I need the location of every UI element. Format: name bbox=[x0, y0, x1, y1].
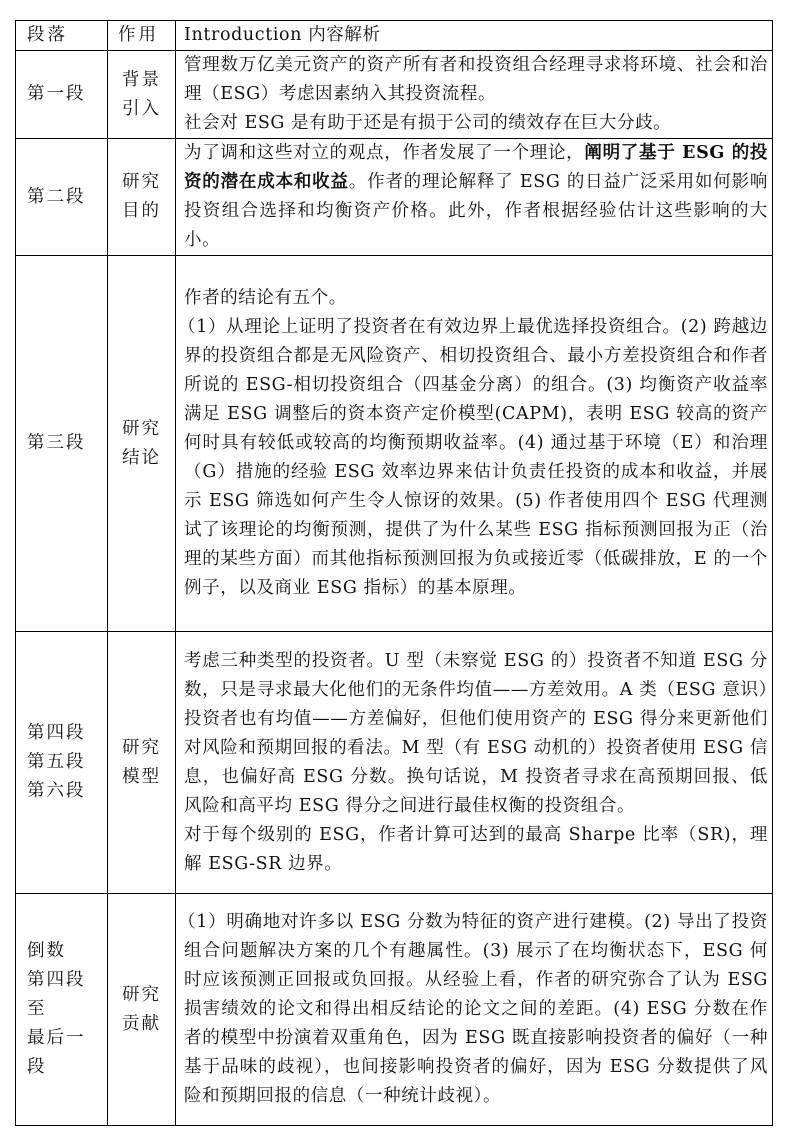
highlighted-text: 阐明了基于 ESG 的投资的潜在成本和收益 bbox=[184, 143, 768, 192]
segment-label: 第二段 bbox=[27, 186, 86, 207]
segment-cell bbox=[16, 139, 108, 256]
segment-label: 第五段 bbox=[27, 752, 86, 772]
segment-cell bbox=[16, 632, 108, 894]
table-row bbox=[16, 139, 773, 256]
role-cell bbox=[108, 256, 176, 632]
role-cell bbox=[108, 51, 176, 139]
role-label: 目的 bbox=[122, 201, 161, 221]
segment-label: 第六段 bbox=[27, 781, 86, 801]
role-cell bbox=[108, 894, 176, 1126]
role-cell bbox=[108, 139, 176, 256]
content-paragraph: 社会对 ESG 是有助于还是有损于公司的绩效存在巨大分歧。 bbox=[184, 113, 672, 133]
content-paragraph: 考虑三种类型的投资者。U 型（未察觉 ESG 的）投资者不知道 ESG 分数，只是寻求最大化他们的无条件均值——方差效用。A 类（ESG 意识）投资者也有均值——方差偏好，但他们使用资产的 ESG 得分来更新他们对风险和预期回报的看法。M 型（有 ESG 动机的）投资者使用 ESG 信息，也偏好高 ESG 分数。换句话说，M 投资者寻求在高预期回报、低风险和高平均 ESG 得分之间进行最佳权衡的投资组合。 bbox=[184, 650, 768, 816]
content-cell bbox=[176, 51, 773, 139]
content-cell bbox=[176, 632, 773, 894]
content-paragraph bbox=[184, 139, 768, 255]
header-role: 作用 bbox=[108, 21, 176, 51]
content-text: 。作者的理论解释了 ESG 的日益广泛采用如何影响投资组合选择和均衡资产价格。此外，作者根据经验估计这些影响的大小。 bbox=[184, 172, 768, 250]
role-label: 研究 bbox=[122, 172, 161, 192]
content-paragraph: （1）明确地对许多以 ESG 分数为特征的资产进行建模。(2) 导出了投资组合问题解决方案的几个有趣属性。(3) 展示了在均衡状态下，ESG 何时应该预测正回报或负回报。从经验上看，作者的研究弥合了认为 ESG 损害绩效的论文和得出相反结论的论文之间的差距。(4) ESG 分数在作者的模型中扮演着双重角色，因为 ESG 既直接影响投资者的偏好（一种基于品味的歧视），也间接影响投资者的偏好，因为 ESG 分数提供了风险和预期回报的信息（一种统计歧视）。 bbox=[178, 912, 769, 1106]
table-row bbox=[16, 256, 773, 632]
segment-label: 最后一 bbox=[27, 1028, 86, 1048]
segment-label: 第四段 bbox=[27, 723, 86, 743]
role-label: 模型 bbox=[122, 766, 161, 787]
segment-cell bbox=[16, 256, 108, 632]
content-paragraph: 作者的结论有五个。 bbox=[184, 288, 347, 308]
content-text: 为了调和这些对立的观点，作者发展了一个理论， bbox=[184, 143, 585, 163]
content-paragraph: 管理数万亿美元资产的资产所有者和投资组合经理寻求将环境、社会和治理（ESG）考虑因素纳入其投资流程。 bbox=[184, 55, 768, 104]
introduction-analysis-table bbox=[15, 20, 773, 1126]
role-label: 背景 bbox=[122, 69, 161, 90]
segment-cell bbox=[16, 894, 108, 1126]
segment-label: 至 bbox=[27, 999, 47, 1019]
role-label: 贡献 bbox=[122, 1013, 161, 1034]
role-label: 引入 bbox=[122, 98, 161, 119]
content-cell bbox=[176, 139, 773, 256]
content-cell bbox=[176, 894, 773, 1126]
role-label: 研究 bbox=[122, 418, 161, 439]
role-cell bbox=[108, 632, 176, 894]
content-cell bbox=[176, 256, 773, 632]
segment-label: 第三段 bbox=[27, 433, 86, 453]
table-row bbox=[16, 632, 773, 894]
header-segment: 段落 bbox=[16, 21, 108, 51]
segment-cell bbox=[16, 51, 108, 139]
content-paragraph: 对于每个级别的 ESG，作者计算可达到的最高 Sharpe 比率（SR)，理解 ESG-SR 边界。 bbox=[184, 824, 768, 874]
content-paragraph: （1）从理论上证明了投资者在有效边界上最优选择投资组合。(2) 跨越边界的投资组合都是无风险资产、相切投资组合、最小方差投资组合和作者所说的 ESG-相切投资组合（四基金分离）的组合。(3) 均衡资产收益率满足 ESG 调整后的资本资产定价模型(CAPM)，表明 ESG 较高的资产何时具有较低或较高的均衡预期收益率。(4) 通过基于环境（E）和治理（G）措施的经验 ESG 效率边界来估计负责任投资的成本和收益，并展示 ESG 筛选如何产生令人惊讶的效果。(5) 作者使用四个 ESG 代理测试了该理论的均衡预测，提供了为什么某些 ESG 指标预测回报为正（治理的某些方面）而其他指标预测回报为负或接近零（低碳排放，E 的一个例子，以及商业 ESG 指标）的基本原理。 bbox=[178, 317, 768, 598]
role-label: 研究 bbox=[122, 984, 161, 1005]
segment-label: 第一段 bbox=[27, 84, 86, 104]
role-label: 结论 bbox=[122, 447, 161, 468]
segment-label: 第四段 bbox=[27, 970, 86, 990]
segment-label: 倒数 bbox=[27, 941, 66, 961]
role-label: 研究 bbox=[122, 737, 161, 758]
header-content: Introduction 内容解析 bbox=[176, 21, 773, 51]
table-header-row bbox=[16, 21, 773, 51]
table-row bbox=[16, 51, 773, 139]
segment-label: 段 bbox=[27, 1057, 47, 1077]
table-row bbox=[16, 894, 773, 1126]
